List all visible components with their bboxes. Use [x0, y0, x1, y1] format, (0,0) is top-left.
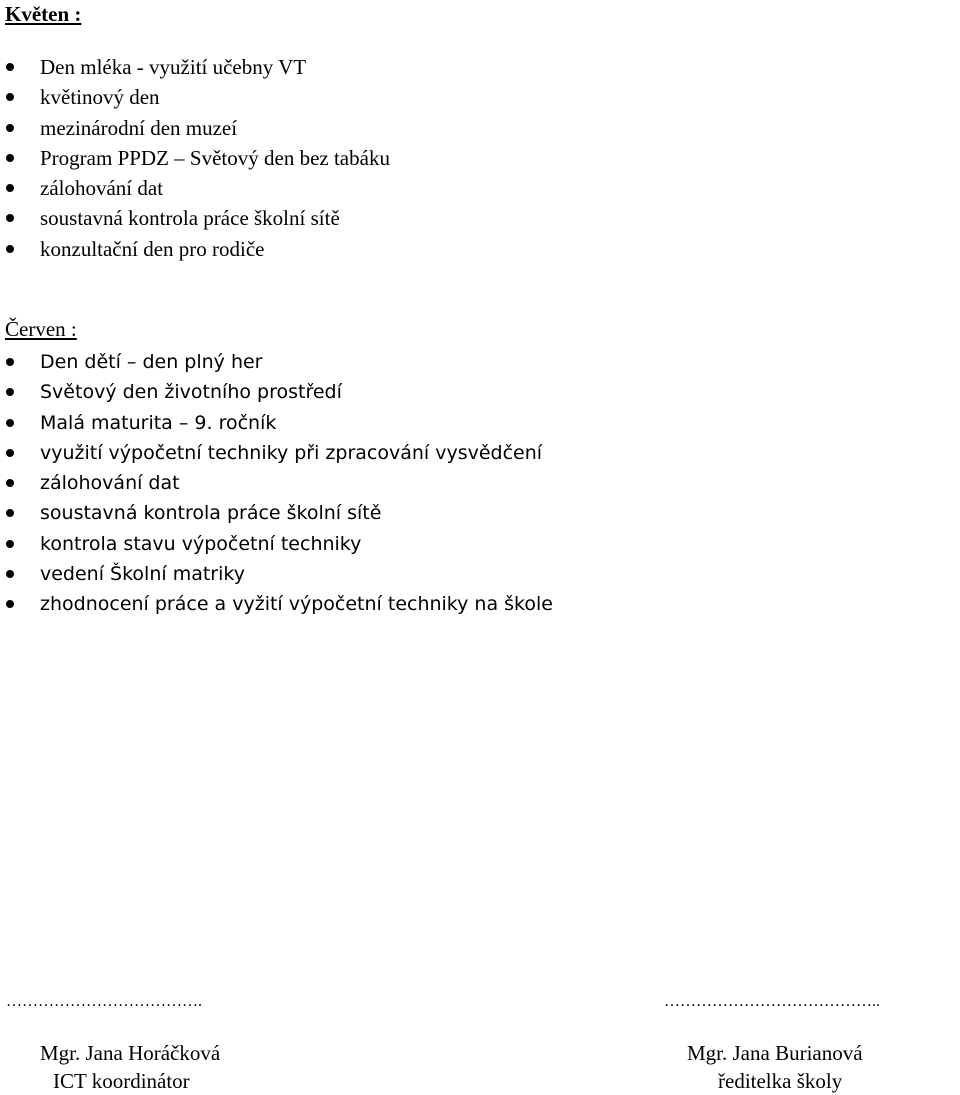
may-heading: Květen : — [5, 2, 82, 26]
list-item: kontrola stavu výpočetní techniky — [0, 529, 553, 559]
signatory-role-right: ředitelka školy — [718, 1069, 843, 1093]
signatory-name-left: Mgr. Jana Horáčková — [40, 1041, 221, 1065]
june-heading: Červen : — [5, 317, 77, 341]
list-item: mezinárodní den muzeí — [0, 113, 390, 143]
may-list — [0, 52, 390, 264]
list-item: Světový den životního prostředí — [0, 377, 553, 407]
list-item: zálohování dat — [0, 468, 553, 498]
list-item: využití výpočetní techniky při zpracování vysvědčení — [0, 438, 553, 468]
list-item: soustavná kontrola práce školní sítě — [0, 498, 553, 528]
june-list — [0, 347, 553, 620]
list-item: soustavná kontrola práce školní sítě — [0, 203, 390, 233]
signatory-name-right: Mgr. Jana Burianová — [687, 1041, 863, 1065]
list-item: Program PPDZ – Světový den bez tabáku — [0, 143, 390, 173]
signatory-role-left: ICT koordinátor — [53, 1069, 190, 1093]
list-item: Den dětí – den plný her — [0, 347, 553, 377]
list-item: zálohování dat — [0, 173, 390, 203]
signature-line-left: ………………………………. — [6, 993, 202, 1010]
list-item: konzultační den pro rodiče — [0, 234, 390, 264]
signature-line-right: ………………………………….. — [664, 993, 880, 1010]
list-item: zhodnocení práce a vyžití výpočetní techniky na škole — [0, 589, 553, 619]
list-item: Malá maturita – 9. ročník — [0, 408, 553, 438]
list-item: květinový den — [0, 82, 390, 112]
list-item: Den mléka - využití učebny VT — [0, 52, 390, 82]
list-item: vedení Školní matriky — [0, 559, 553, 589]
